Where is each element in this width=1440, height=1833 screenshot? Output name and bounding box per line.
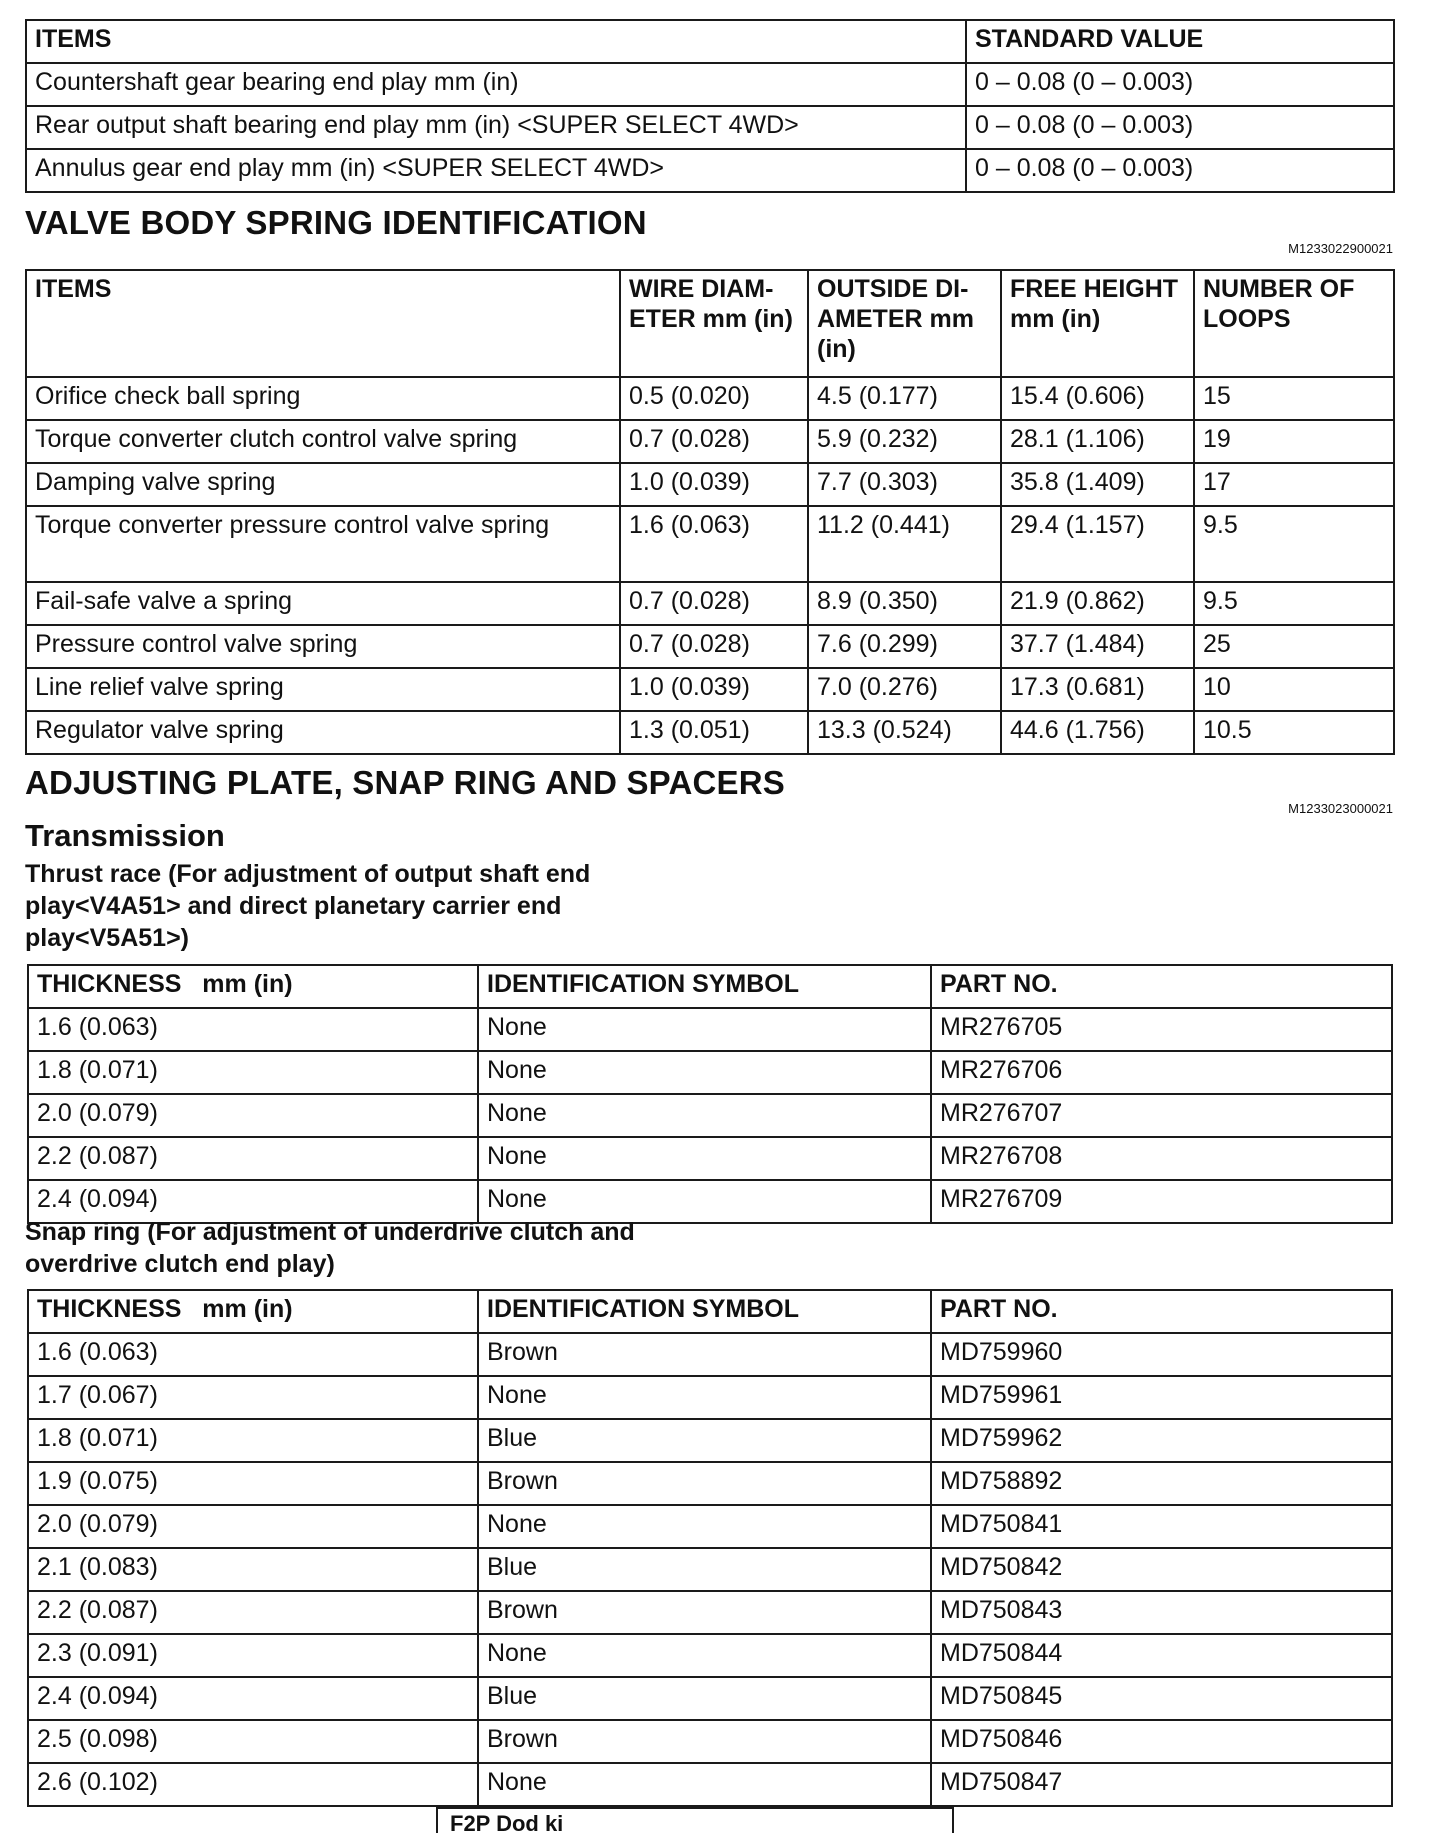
- header-items: ITEMS: [26, 270, 620, 377]
- part-no-cell: MD759962: [931, 1419, 1392, 1462]
- header-part-no: PART NO.: [931, 1290, 1392, 1333]
- outside-diameter-cell: 13.3 (0.524): [808, 711, 1001, 754]
- thickness-cell: 2.0 (0.079): [28, 1094, 478, 1137]
- part-no-cell: MD759960: [931, 1333, 1392, 1376]
- loops-cell: 15: [1194, 377, 1394, 420]
- table-row: [28, 1137, 1392, 1180]
- identification-symbol-cell: Blue: [478, 1548, 931, 1591]
- header-identification-symbol: IDENTIFICATION SYMBOL: [478, 1290, 931, 1333]
- thrust-race-heading: Thrust race (For adjustment of output shaft end play<V4A51> and direct planetary carrier end play<V5A51>): [25, 860, 591, 952]
- table-row: [28, 1548, 1392, 1591]
- thickness-cell: 2.1 (0.083): [28, 1548, 478, 1591]
- identification-symbol-cell: None: [478, 1051, 931, 1094]
- standard-value-cell: 0 – 0.08 (0 – 0.003): [966, 106, 1394, 149]
- table-row: [26, 625, 1394, 668]
- header-wire-diameter: WIRE DIAM-ETER mm (in): [620, 270, 808, 377]
- spring-name-cell: Damping valve spring: [26, 463, 620, 506]
- part-no-cell: MD758892: [931, 1462, 1392, 1505]
- table-row: [26, 668, 1394, 711]
- thickness-cell: 1.7 (0.067): [28, 1376, 478, 1419]
- loops-cell: 19: [1194, 420, 1394, 463]
- wire-diameter-cell: 0.7 (0.028): [620, 582, 808, 625]
- standard-value-cell: 0 – 0.08 (0 – 0.003): [966, 63, 1394, 106]
- table-header-row: [28, 965, 1392, 1008]
- table-row: [28, 1333, 1392, 1376]
- part-no-cell: MR276707: [931, 1094, 1392, 1137]
- part-no-cell: MR276705: [931, 1008, 1392, 1051]
- table-row: [28, 1419, 1392, 1462]
- part-no-cell: MR276709: [931, 1180, 1392, 1223]
- header-thickness: THICKNESS mm (in): [28, 1290, 478, 1333]
- thickness-cell: 2.2 (0.087): [28, 1137, 478, 1180]
- identification-symbol-cell: Blue: [478, 1419, 931, 1462]
- free-height-cell: 21.9 (0.862): [1001, 582, 1194, 625]
- table-row: [28, 1505, 1392, 1548]
- table-row: [28, 1677, 1392, 1720]
- footer-label-box: [436, 1807, 954, 1833]
- free-height-cell: 37.7 (1.484): [1001, 625, 1194, 668]
- wire-diameter-cell: 0.7 (0.028): [620, 420, 808, 463]
- wire-diameter-cell: 0.5 (0.020): [620, 377, 808, 420]
- spring-name-cell: Regulator valve spring: [26, 711, 620, 754]
- outside-diameter-cell: 7.0 (0.276): [808, 668, 1001, 711]
- table-row: [26, 711, 1394, 754]
- free-height-cell: 29.4 (1.157): [1001, 506, 1194, 582]
- part-no-cell: MD750844: [931, 1634, 1392, 1677]
- section-title-adjusting-plate: ADJUSTING PLATE, SNAP RING AND SPACERS: [25, 764, 785, 801]
- identification-symbol-cell: None: [478, 1094, 931, 1137]
- part-no-cell: MD750843: [931, 1591, 1392, 1634]
- identification-symbol-cell: None: [478, 1505, 931, 1548]
- header-outside-diameter: OUTSIDE DI-AMETER mm (in): [808, 270, 1001, 377]
- outside-diameter-cell: 7.7 (0.303): [808, 463, 1001, 506]
- part-no-cell: MD750845: [931, 1677, 1392, 1720]
- table-row: [26, 582, 1394, 625]
- section-code: M1233023000021: [1288, 801, 1393, 816]
- table-row: [28, 1634, 1392, 1677]
- wire-diameter-cell: 1.3 (0.051): [620, 711, 808, 754]
- wire-diameter-cell: 1.0 (0.039): [620, 463, 808, 506]
- part-no-cell: MR276706: [931, 1051, 1392, 1094]
- item-cell: Rear output shaft bearing end play mm (in) <SUPER SELECT 4WD>: [26, 106, 966, 149]
- free-height-cell: 15.4 (0.606): [1001, 377, 1194, 420]
- wire-diameter-cell: 0.7 (0.028): [620, 625, 808, 668]
- part-no-cell: MD759961: [931, 1376, 1392, 1419]
- section-code: M1233022900021: [1288, 241, 1393, 256]
- identification-symbol-cell: Brown: [478, 1333, 931, 1376]
- loops-cell: 9.5: [1194, 506, 1394, 582]
- table-row: [28, 1094, 1392, 1137]
- free-height-cell: 35.8 (1.409): [1001, 463, 1194, 506]
- thickness-cell: 1.9 (0.075): [28, 1462, 478, 1505]
- free-height-cell: 28.1 (1.106): [1001, 420, 1194, 463]
- table-row: [26, 63, 1394, 106]
- table-header-row: [28, 1290, 1392, 1333]
- outside-diameter-cell: 5.9 (0.232): [808, 420, 1001, 463]
- free-height-cell: 44.6 (1.756): [1001, 711, 1194, 754]
- table-row: [28, 1591, 1392, 1634]
- wire-diameter-cell: 1.6 (0.063): [620, 506, 808, 582]
- identification-symbol-cell: Blue: [478, 1677, 931, 1720]
- loops-cell: 10: [1194, 668, 1394, 711]
- loops-cell: 25: [1194, 625, 1394, 668]
- header-part-no: PART NO.: [931, 965, 1392, 1008]
- spring-name-cell: Fail-safe valve a spring: [26, 582, 620, 625]
- spring-name-cell: Orifice check ball spring: [26, 377, 620, 420]
- identification-symbol-cell: None: [478, 1634, 931, 1677]
- header-number-of-loops: NUMBER OF LOOPS: [1194, 270, 1394, 377]
- thickness-cell: 1.6 (0.063): [28, 1008, 478, 1051]
- outside-diameter-cell: 4.5 (0.177): [808, 377, 1001, 420]
- section-title-valve-body-spring: VALVE BODY SPRING IDENTIFICATION: [25, 204, 647, 241]
- standard-value-cell: 0 – 0.08 (0 – 0.003): [966, 149, 1394, 192]
- table-row: [28, 1763, 1392, 1806]
- thickness-cell: 2.3 (0.091): [28, 1634, 478, 1677]
- table-row: [28, 1462, 1392, 1505]
- subsection-title-transmission: Transmission: [25, 818, 225, 853]
- thrust-race-table: [27, 964, 1393, 1224]
- thickness-cell: 2.2 (0.087): [28, 1591, 478, 1634]
- header-standard-value: STANDARD VALUE: [966, 20, 1394, 63]
- footer-label: F2P Dod ki: [450, 1811, 564, 1833]
- valve-spring-table: [25, 269, 1395, 755]
- snap-ring-heading: Snap ring (For adjustment of underdrive clutch and overdrive clutch end play): [25, 1218, 635, 1278]
- table-header-row: [26, 20, 1394, 63]
- identification-symbol-cell: None: [478, 1763, 931, 1806]
- table-row: [26, 463, 1394, 506]
- thickness-cell: 2.0 (0.079): [28, 1505, 478, 1548]
- item-cell: Countershaft gear bearing end play mm (in): [26, 63, 966, 106]
- table-row: [28, 1051, 1392, 1094]
- spring-name-cell: Torque converter clutch control valve spring: [26, 420, 620, 463]
- table-row: [26, 377, 1394, 420]
- identification-symbol-cell: Brown: [478, 1720, 931, 1763]
- header-identification-symbol: IDENTIFICATION SYMBOL: [478, 965, 931, 1008]
- wire-diameter-cell: 1.0 (0.039): [620, 668, 808, 711]
- table-row: [28, 1720, 1392, 1763]
- identification-symbol-cell: None: [478, 1376, 931, 1419]
- thickness-cell: 2.4 (0.094): [28, 1677, 478, 1720]
- table-row: [26, 149, 1394, 192]
- snap-ring-table: [27, 1289, 1393, 1807]
- thickness-cell: 2.6 (0.102): [28, 1763, 478, 1806]
- loops-cell: 9.5: [1194, 582, 1394, 625]
- header-free-height: FREE HEIGHT mm (in): [1001, 270, 1194, 377]
- thickness-cell: 2.5 (0.098): [28, 1720, 478, 1763]
- header-thickness: THICKNESS mm (in): [28, 965, 478, 1008]
- identification-symbol-cell: None: [478, 1008, 931, 1051]
- table-row: [26, 106, 1394, 149]
- part-no-cell: MD750846: [931, 1720, 1392, 1763]
- thickness-cell: 1.8 (0.071): [28, 1051, 478, 1094]
- outside-diameter-cell: 7.6 (0.299): [808, 625, 1001, 668]
- standard-value-table: [25, 19, 1395, 193]
- thickness-cell: 1.6 (0.063): [28, 1333, 478, 1376]
- spring-name-cell: Line relief valve spring: [26, 668, 620, 711]
- table-row: [26, 506, 1394, 582]
- table-row: [26, 420, 1394, 463]
- item-cell: Annulus gear end play mm (in) <SUPER SELECT 4WD>: [26, 149, 966, 192]
- table-row: [28, 1008, 1392, 1051]
- table-row: [28, 1376, 1392, 1419]
- identification-symbol-cell: None: [478, 1180, 931, 1223]
- outside-diameter-cell: 11.2 (0.441): [808, 506, 1001, 582]
- table-header-row: [26, 270, 1394, 377]
- loops-cell: 10.5: [1194, 711, 1394, 754]
- identification-symbol-cell: Brown: [478, 1591, 931, 1634]
- header-items: ITEMS: [26, 20, 966, 63]
- thickness-cell: 2.4 (0.094): [28, 1180, 478, 1223]
- free-height-cell: 17.3 (0.681): [1001, 668, 1194, 711]
- spring-name-cell: Pressure control valve spring: [26, 625, 620, 668]
- loops-cell: 17: [1194, 463, 1394, 506]
- identification-symbol-cell: Brown: [478, 1462, 931, 1505]
- part-no-cell: MD750842: [931, 1548, 1392, 1591]
- identification-symbol-cell: None: [478, 1137, 931, 1180]
- thickness-cell: 1.8 (0.071): [28, 1419, 478, 1462]
- outside-diameter-cell: 8.9 (0.350): [808, 582, 1001, 625]
- part-no-cell: MD750841: [931, 1505, 1392, 1548]
- spring-name-cell: Torque converter pressure control valve spring: [26, 506, 620, 582]
- part-no-cell: MD750847: [931, 1763, 1392, 1806]
- part-no-cell: MR276708: [931, 1137, 1392, 1180]
